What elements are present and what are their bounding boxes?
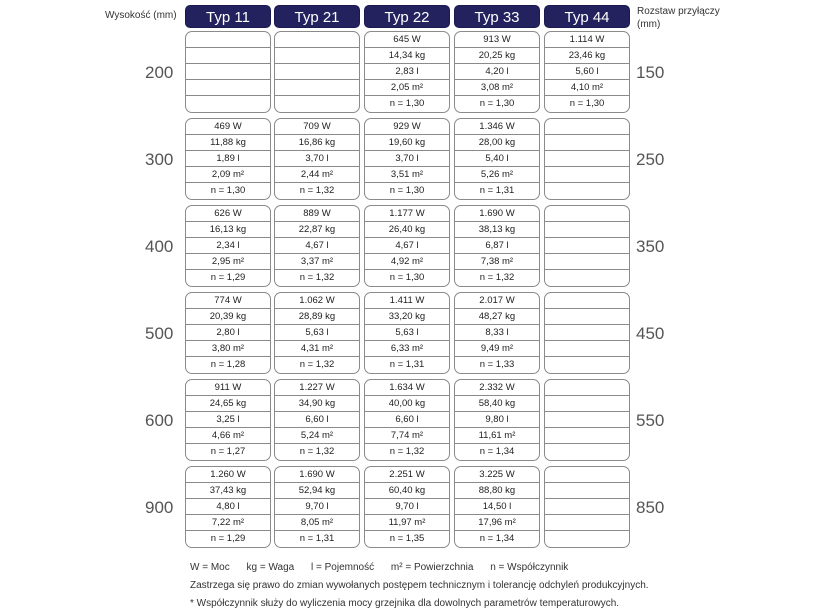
coefficient-cell: n = 1,32 xyxy=(299,185,335,196)
coefficient-cell: n = 1,35 xyxy=(389,533,425,544)
legend-capacity: l = Pojemność xyxy=(311,562,375,573)
surface-cell: 6,33 m² xyxy=(365,341,449,357)
legend xyxy=(190,562,582,573)
spec-box-typ-11 xyxy=(185,379,271,461)
weight-cell xyxy=(545,309,629,325)
weight-cell xyxy=(186,48,270,64)
capacity-cell: 5,63 l xyxy=(365,325,449,341)
surface-cell xyxy=(186,80,270,96)
spec-box-typ-33 xyxy=(454,205,540,287)
spec-box-typ-44 xyxy=(544,118,630,200)
power-cell: 1.260 W xyxy=(186,467,270,483)
power-cell: 2.017 W xyxy=(455,293,539,309)
height-label: 400 xyxy=(145,237,174,256)
weight-cell: 26,40 kg xyxy=(365,222,449,238)
capacity-cell: 5,60 l xyxy=(545,64,629,80)
spacing-label: 250 xyxy=(636,150,665,169)
coefficient-cell: n = 1,30 xyxy=(210,185,246,196)
capacity-cell: 4,67 l xyxy=(275,238,359,254)
spec-box-typ-33 xyxy=(454,292,540,374)
height-label: 200 xyxy=(145,63,174,82)
coefficient-cell: n = 1,30 xyxy=(389,98,425,109)
capacity-cell xyxy=(545,238,629,254)
power-cell: 929 W xyxy=(365,119,449,135)
power-cell: 1.634 W xyxy=(365,380,449,396)
weight-cell: 19,60 kg xyxy=(365,135,449,151)
capacity-cell xyxy=(545,499,629,515)
spacing-header-line1: Rozstaw przyłączy xyxy=(637,6,720,17)
weight-cell: 48,27 kg xyxy=(455,309,539,325)
legend-surface: m² = Powierzchnia xyxy=(390,562,474,573)
coefficient-cell xyxy=(275,96,359,112)
coefficient-cell: n = 1,34 xyxy=(479,446,515,457)
power-cell: 1.411 W xyxy=(365,293,449,309)
capacity-cell xyxy=(186,64,270,80)
coefficient-cell: n = 1,29 xyxy=(210,272,246,283)
spec-box-typ-22 xyxy=(364,379,450,461)
power-cell: 626 W xyxy=(186,206,270,222)
surface-cell xyxy=(545,341,629,357)
power-cell xyxy=(275,32,359,48)
height-label: 900 xyxy=(145,498,174,517)
surface-cell xyxy=(545,515,629,531)
weight-cell xyxy=(545,222,629,238)
capacity-cell: 9,70 l xyxy=(275,499,359,515)
power-cell: 645 W xyxy=(365,32,449,48)
coefficient-cell: n = 1,32 xyxy=(299,272,335,283)
spec-box-typ-33 xyxy=(454,31,540,113)
spec-box-typ-22 xyxy=(364,466,450,548)
surface-cell: 11,97 m² xyxy=(365,515,449,531)
capacity-cell: 4,20 l xyxy=(455,64,539,80)
capacity-cell: 2,83 l xyxy=(365,64,449,80)
spec-box-typ-11 xyxy=(185,31,271,113)
weight-cell: 22,87 kg xyxy=(275,222,359,238)
spec-box-typ-33 xyxy=(454,466,540,548)
capacity-cell xyxy=(545,412,629,428)
spacing-label: 550 xyxy=(636,411,665,430)
power-cell xyxy=(545,206,629,222)
surface-cell: 3,37 m² xyxy=(275,254,359,270)
spec-box-typ-44 xyxy=(544,466,630,548)
coefficient-cell xyxy=(545,183,629,199)
weight-cell: 40,00 kg xyxy=(365,396,449,412)
power-cell: 3.225 W xyxy=(455,467,539,483)
spacing-label: 350 xyxy=(636,237,665,256)
weight-cell: 14,34 kg xyxy=(365,48,449,64)
weight-cell: 16,86 kg xyxy=(275,135,359,151)
surface-cell: 4,10 m² xyxy=(545,80,629,96)
coefficient-cell xyxy=(545,357,629,373)
spec-box-typ-21 xyxy=(274,205,360,287)
spacing-column-header xyxy=(637,5,720,31)
surface-cell xyxy=(545,167,629,183)
spec-box-typ-33 xyxy=(454,379,540,461)
surface-cell: 7,74 m² xyxy=(365,428,449,444)
spec-box-typ-11 xyxy=(185,292,271,374)
capacity-cell: 2,80 l xyxy=(186,325,270,341)
surface-cell xyxy=(545,428,629,444)
coefficient-cell: n = 1,31 xyxy=(389,359,425,370)
type-header-typ-33: Typ 33 xyxy=(454,5,540,28)
surface-cell: 2,95 m² xyxy=(186,254,270,270)
spec-box-typ-22 xyxy=(364,31,450,113)
spacing-label: 850 xyxy=(636,498,665,517)
power-cell: 709 W xyxy=(275,119,359,135)
surface-cell: 11,61 m² xyxy=(455,428,539,444)
power-cell: 774 W xyxy=(186,293,270,309)
surface-cell: 3,80 m² xyxy=(186,341,270,357)
weight-cell: 28,89 kg xyxy=(275,309,359,325)
spec-box-typ-21 xyxy=(274,379,360,461)
coefficient-cell xyxy=(545,444,629,460)
capacity-cell: 9,70 l xyxy=(365,499,449,515)
power-cell: 889 W xyxy=(275,206,359,222)
power-cell: 1.346 W xyxy=(455,119,539,135)
note-tolerance: Zastrzega się prawo do zmian wywołanych postępem technicznym i tolerancję odchyleń produkcyjnych. xyxy=(190,580,649,591)
coefficient-cell: n = 1,27 xyxy=(210,446,246,457)
surface-cell: 7,22 m² xyxy=(186,515,270,531)
capacity-cell xyxy=(275,64,359,80)
surface-cell: 5,26 m² xyxy=(455,167,539,183)
power-cell xyxy=(545,293,629,309)
weight-cell: 33,20 kg xyxy=(365,309,449,325)
spec-box-typ-11 xyxy=(185,466,271,548)
coefficient-cell: n = 1,30 xyxy=(569,98,605,109)
height-label: 600 xyxy=(145,411,174,430)
surface-cell xyxy=(275,80,359,96)
surface-cell: 2,44 m² xyxy=(275,167,359,183)
spec-box-typ-22 xyxy=(364,118,450,200)
weight-cell xyxy=(275,48,359,64)
power-cell: 911 W xyxy=(186,380,270,396)
power-cell: 1.690 W xyxy=(455,206,539,222)
capacity-cell: 5,40 l xyxy=(455,151,539,167)
spec-box-typ-21 xyxy=(274,292,360,374)
surface-cell: 9,49 m² xyxy=(455,341,539,357)
power-cell: 1.177 W xyxy=(365,206,449,222)
weight-cell: 52,94 kg xyxy=(275,483,359,499)
spec-box-typ-21 xyxy=(274,31,360,113)
power-cell: 1.062 W xyxy=(275,293,359,309)
spec-box-typ-11 xyxy=(185,205,271,287)
capacity-cell: 14,50 l xyxy=(455,499,539,515)
weight-cell: 38,13 kg xyxy=(455,222,539,238)
capacity-cell xyxy=(545,325,629,341)
coefficient-cell: n = 1,32 xyxy=(389,446,425,457)
height-column-header: Wysokość (mm) xyxy=(105,10,177,21)
power-cell xyxy=(545,119,629,135)
coefficient-cell: n = 1,31 xyxy=(479,185,515,196)
weight-cell xyxy=(545,396,629,412)
power-cell xyxy=(545,467,629,483)
weight-cell: 34,90 kg xyxy=(275,396,359,412)
power-cell xyxy=(186,32,270,48)
coefficient-cell: n = 1,29 xyxy=(210,533,246,544)
weight-cell: 88,80 kg xyxy=(455,483,539,499)
type-header-typ-11: Typ 11 xyxy=(185,5,271,28)
spec-box-typ-44 xyxy=(544,31,630,113)
spec-box-typ-33 xyxy=(454,118,540,200)
spec-box-typ-22 xyxy=(364,205,450,287)
power-cell: 2.251 W xyxy=(365,467,449,483)
coefficient-cell: n = 1,33 xyxy=(479,359,515,370)
legend-power: W = Moc xyxy=(190,562,230,573)
type-header-typ-21: Typ 21 xyxy=(274,5,360,28)
capacity-cell: 1,89 l xyxy=(186,151,270,167)
capacity-cell: 6,60 l xyxy=(275,412,359,428)
weight-cell: 20,39 kg xyxy=(186,309,270,325)
surface-cell xyxy=(545,254,629,270)
coefficient-cell xyxy=(545,270,629,286)
surface-cell: 3,51 m² xyxy=(365,167,449,183)
power-cell: 469 W xyxy=(186,119,270,135)
capacity-cell xyxy=(545,151,629,167)
weight-cell: 37,43 kg xyxy=(186,483,270,499)
capacity-cell: 3,70 l xyxy=(275,151,359,167)
weight-cell: 20,25 kg xyxy=(455,48,539,64)
weight-cell: 58,40 kg xyxy=(455,396,539,412)
coefficient-cell: n = 1,30 xyxy=(479,98,515,109)
weight-cell: 60,40 kg xyxy=(365,483,449,499)
weight-cell: 23,46 kg xyxy=(545,48,629,64)
weight-cell: 11,88 kg xyxy=(186,135,270,151)
power-cell xyxy=(545,380,629,396)
coefficient-cell xyxy=(186,96,270,112)
spec-box-typ-44 xyxy=(544,205,630,287)
surface-cell: 8,05 m² xyxy=(275,515,359,531)
coefficient-cell: n = 1,32 xyxy=(479,272,515,283)
coefficient-cell: n = 1,31 xyxy=(299,533,335,544)
surface-cell: 17,96 m² xyxy=(455,515,539,531)
capacity-cell: 8,33 l xyxy=(455,325,539,341)
spec-box-typ-21 xyxy=(274,466,360,548)
power-cell: 913 W xyxy=(455,32,539,48)
legend-weight: kg = Waga xyxy=(246,562,295,573)
spacing-header-line2: (mm) xyxy=(637,19,661,30)
power-cell: 1.690 W xyxy=(275,467,359,483)
capacity-cell: 3,25 l xyxy=(186,412,270,428)
coefficient-cell: n = 1,32 xyxy=(299,359,335,370)
spacing-label: 150 xyxy=(636,63,665,82)
weight-cell: 24,65 kg xyxy=(186,396,270,412)
surface-cell: 3,08 m² xyxy=(455,80,539,96)
surface-cell: 2,05 m² xyxy=(365,80,449,96)
power-cell: 1.227 W xyxy=(275,380,359,396)
surface-cell: 4,31 m² xyxy=(275,341,359,357)
surface-cell: 4,66 m² xyxy=(186,428,270,444)
coefficient-cell: n = 1,34 xyxy=(479,533,515,544)
capacity-cell: 9,80 l xyxy=(455,412,539,428)
legend-coefficient: n = Współczynnik xyxy=(490,562,569,573)
coefficient-cell: n = 1,30 xyxy=(389,185,425,196)
capacity-cell: 4,80 l xyxy=(186,499,270,515)
coefficient-cell: n = 1,32 xyxy=(299,446,335,457)
capacity-cell: 5,63 l xyxy=(275,325,359,341)
capacity-cell: 6,60 l xyxy=(365,412,449,428)
power-cell: 1.114 W xyxy=(545,32,629,48)
surface-cell: 2,09 m² xyxy=(186,167,270,183)
height-label: 300 xyxy=(145,150,174,169)
spacing-label: 450 xyxy=(636,324,665,343)
spec-box-typ-22 xyxy=(364,292,450,374)
capacity-cell: 4,67 l xyxy=(365,238,449,254)
coefficient-cell: n = 1,30 xyxy=(389,272,425,283)
note-coefficient: * Współczynnik służy do wyliczenia mocy grzejnika dla dowolnych parametrów temperaturowych. xyxy=(190,598,620,609)
surface-cell: 4,92 m² xyxy=(365,254,449,270)
height-label: 500 xyxy=(145,324,174,343)
coefficient-cell: n = 1,28 xyxy=(210,359,246,370)
capacity-cell: 2,34 l xyxy=(186,238,270,254)
weight-cell: 16,13 kg xyxy=(186,222,270,238)
spec-box-typ-44 xyxy=(544,292,630,374)
weight-cell xyxy=(545,135,629,151)
capacity-cell: 3,70 l xyxy=(365,151,449,167)
type-header-typ-22: Typ 22 xyxy=(364,5,450,28)
spec-box-typ-44 xyxy=(544,379,630,461)
spec-box-typ-11 xyxy=(185,118,271,200)
coefficient-cell xyxy=(545,531,629,547)
power-cell: 2.332 W xyxy=(455,380,539,396)
surface-cell: 7,38 m² xyxy=(455,254,539,270)
surface-cell: 5,24 m² xyxy=(275,428,359,444)
weight-cell: 28,00 kg xyxy=(455,135,539,151)
weight-cell xyxy=(545,483,629,499)
capacity-cell: 6,87 l xyxy=(455,238,539,254)
spec-box-typ-21 xyxy=(274,118,360,200)
type-header-typ-44: Typ 44 xyxy=(544,5,630,28)
